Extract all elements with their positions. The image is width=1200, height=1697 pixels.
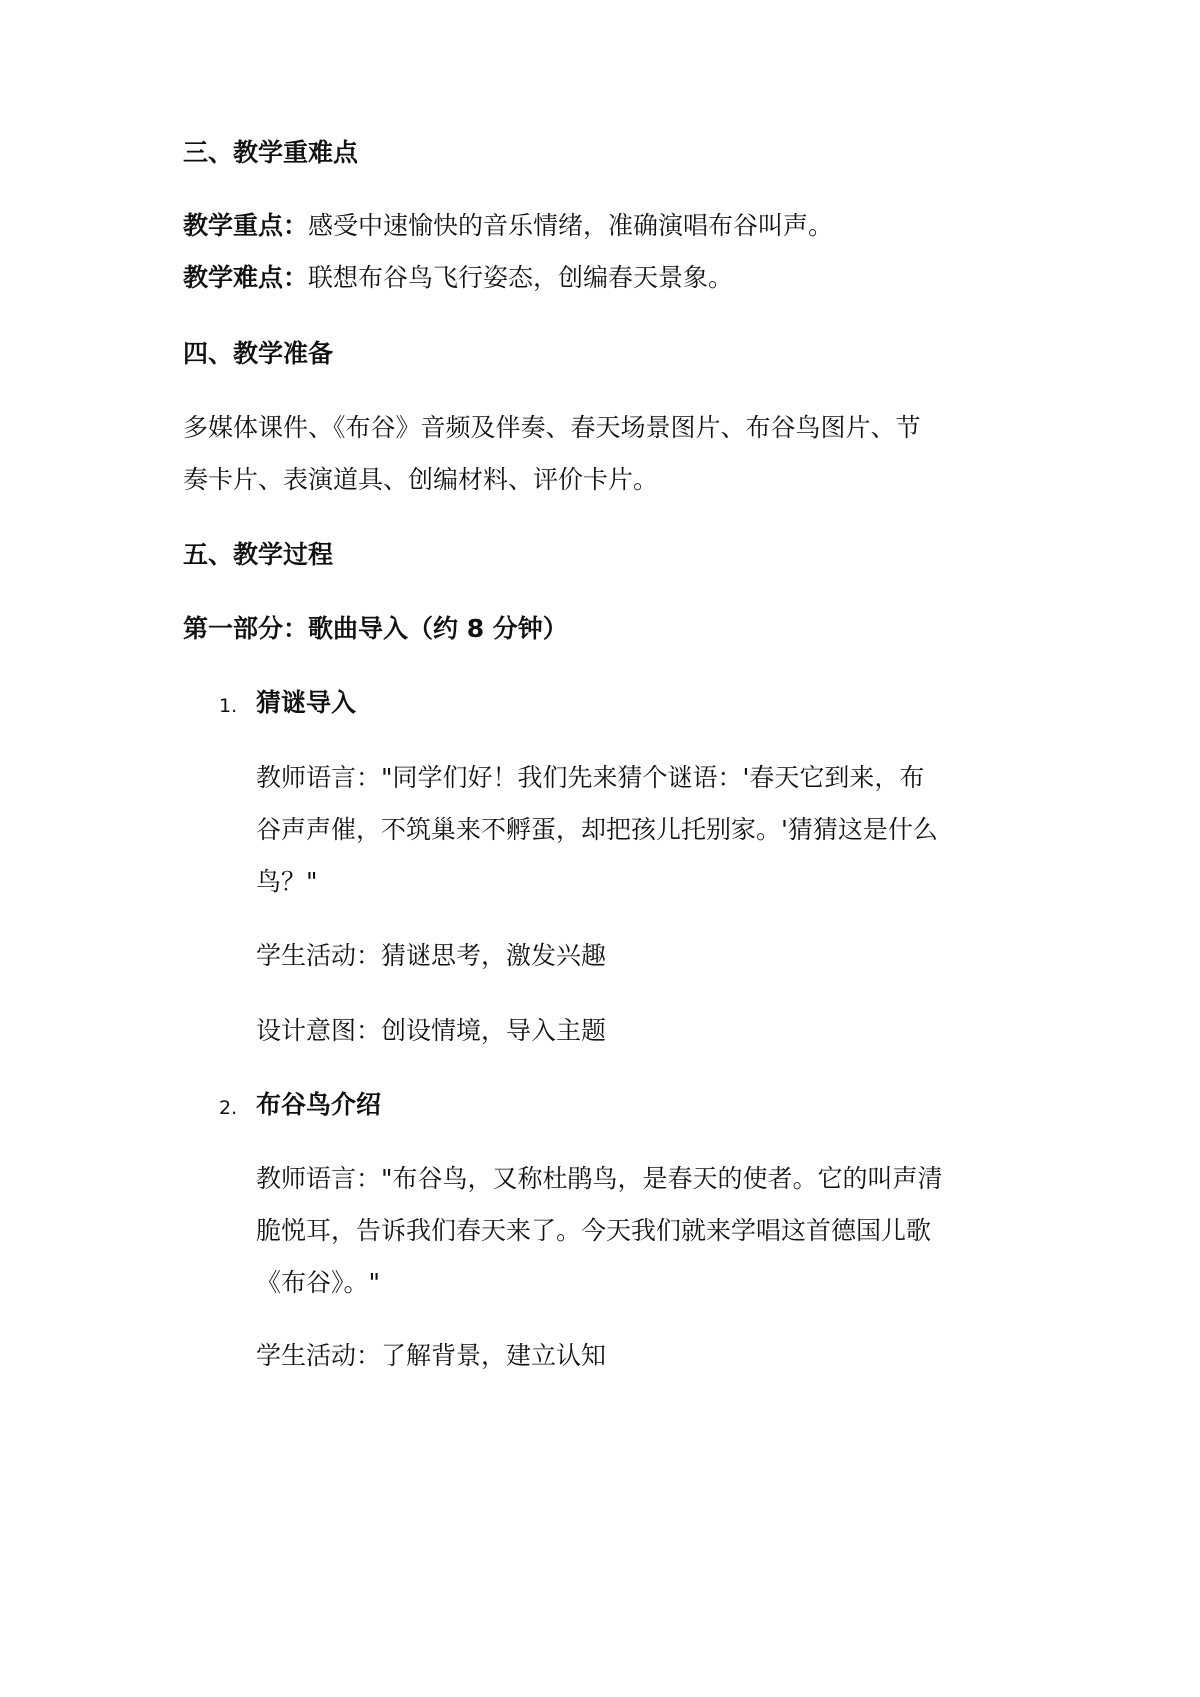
- step-2-title: 布谷鸟介绍: [256, 1090, 382, 1119]
- step-1-teacher-line-2: 谷声声催，不筑巢来不孵蛋，却把孩儿托别家。'猜猜这是什么: [256, 815, 938, 844]
- preparation-line-1: 多媒体课件、《布谷》音频及伴奏、春天场景图片、布谷鸟图片、节: [183, 413, 921, 442]
- section-5-heading: 五、教学过程: [183, 540, 334, 569]
- difficult-point-label: 教学难点：: [183, 263, 309, 292]
- preparation-line-2: 奏卡片、表演道具、创编材料、评价卡片。: [183, 465, 659, 494]
- step-2-teacher-line-2: 脆悦耳，告诉我们春天来了。今天我们就来学唱这首德国儿歌: [256, 1216, 932, 1245]
- key-point-label: 教学重点：: [183, 211, 309, 240]
- step-1-title: 猜谜导入: [256, 688, 357, 717]
- step-2-teacher-line-1: 教师语言："布谷鸟，又称杜鹃鸟，是春天的使者。它的叫声清: [256, 1164, 943, 1193]
- step-1-teacher-line-1: 教师语言："同学们好！我们先来猜个谜语：'春天它到来，布: [256, 763, 925, 792]
- step-1-design-intent: 设计意图：创设情境，导入主题: [256, 1016, 607, 1045]
- step-1-number: 1.: [219, 695, 238, 717]
- part-1-heading: 第一部分：歌曲导入（约 8 分钟）: [183, 614, 568, 643]
- difficult-point-text: 联想布谷鸟飞行姿态，创编春天景象。: [308, 263, 734, 292]
- step-2-teacher-line-3: 《布谷》。": [256, 1268, 380, 1297]
- step-1-teacher-line-3: 鸟？": [256, 867, 318, 896]
- step-2-number: 2.: [219, 1097, 238, 1119]
- key-point-text: 感受中速愉快的音乐情绪，准确演唱布谷叫声。: [308, 211, 834, 240]
- step-2-student-activity: 学生活动：了解背景，建立认知: [256, 1341, 607, 1370]
- section-4-heading: 四、教学准备: [183, 339, 334, 368]
- step-1-student-activity: 学生活动：猜谜思考，激发兴趣: [256, 941, 607, 970]
- section-3-heading: 三、教学重难点: [183, 138, 359, 167]
- difficult-point-paragraph: [183, 260, 733, 296]
- key-point-paragraph: [183, 208, 833, 244]
